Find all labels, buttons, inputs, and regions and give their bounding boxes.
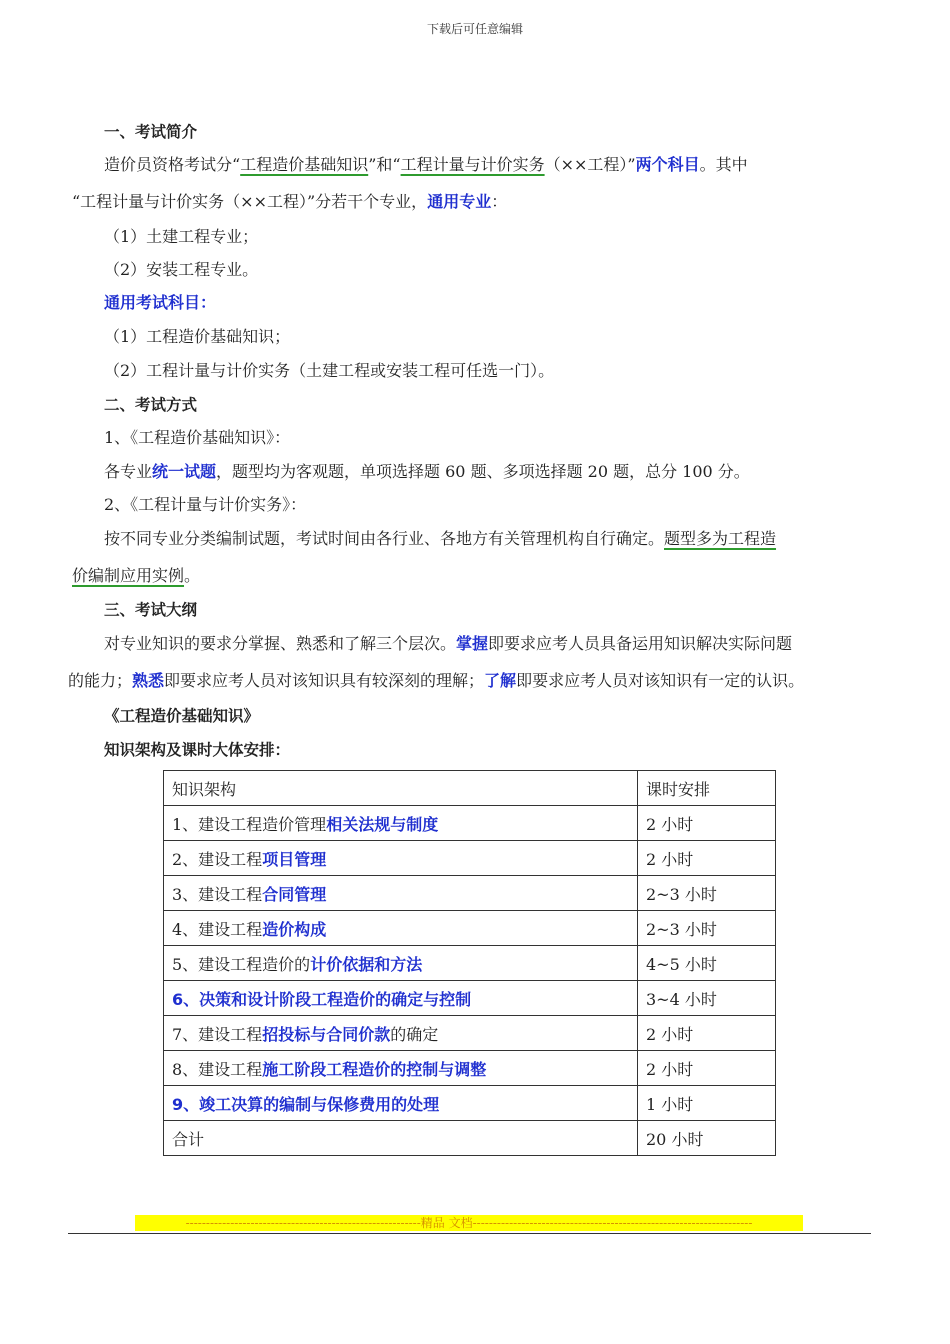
table-cell: 6、决策和设计阶段工程造价的确定与控制 [164, 981, 638, 1016]
text: ，题型均为客观题，单项选择题 60 题、多项选择题 20 题，总分 100 分。 [216, 462, 750, 481]
table-cell: 1 小时 [638, 1086, 776, 1121]
table-header-row [164, 771, 776, 806]
section-1-title: 一、考试简介 [104, 123, 198, 141]
text: （××工程）” [544, 155, 636, 174]
text: 对专业知识的要求分掌握、熟悉和了解三个层次。 [104, 634, 457, 653]
table-row [164, 946, 776, 981]
s2-line-5 [72, 566, 200, 586]
s1-line-4: （2）安装工程专业。 [104, 260, 259, 279]
s3-line-1 [104, 634, 792, 654]
table-cell: 4~5 小时 [638, 946, 776, 981]
text: 的能力； [68, 671, 133, 690]
table-cell: 2~3 小时 [638, 876, 776, 911]
table-row [164, 1051, 776, 1086]
table-row [164, 1086, 776, 1121]
footer-banner: ----------------------------------------------------------精品 文档--------------------------------------------------------------------- [135, 1215, 803, 1231]
highlight-text: 通用专业 [427, 192, 492, 211]
table-cell: 2 小时 [638, 1051, 776, 1086]
highlight-text: 两个科目 [635, 155, 700, 174]
table-cell: 5、建设工程造价的计价依据和方法 [164, 946, 638, 981]
table-row [164, 1016, 776, 1051]
text: 各专业 [104, 462, 153, 481]
underlined-text: 题型多为工程造 [664, 529, 777, 548]
section-3-title: 三、考试大纲 [104, 601, 198, 619]
s1-line-3: （1）土建工程专业； [104, 227, 259, 246]
highlight-text: 统一试题 [152, 462, 217, 481]
s1-line-5: 通用考试科目： [104, 293, 217, 312]
table-total-row [164, 1121, 776, 1156]
s1-line-6: （1）工程造价基础知识； [104, 327, 291, 346]
page-header: 下载后可任意编辑 [426, 22, 523, 36]
table-cell: 2 小时 [638, 1016, 776, 1051]
total-label-cell: 合计 [164, 1121, 638, 1156]
table-cell: 8、建设工程施工阶段工程造价的控制与调整 [164, 1051, 638, 1086]
table-cell: 1、建设工程造价管理相关法规与制度 [164, 806, 638, 841]
text: 造价员资格考试分“ [104, 155, 241, 174]
table-row [164, 981, 776, 1016]
text: 。其中 [699, 155, 748, 174]
footer-divider [68, 1233, 871, 1234]
s3-subtitle: 《工程造价基础知识》 [104, 707, 260, 725]
table-cell: 9、竣工决算的编制与保修费用的处理 [164, 1086, 638, 1121]
text: “工程计量与计价实务（××工程）”分若干个专业， [72, 192, 428, 211]
s2-line-4 [104, 529, 776, 549]
table-cell: 3、建设工程合同管理 [164, 876, 638, 911]
table-cell: 3~4 小时 [638, 981, 776, 1016]
s2-line-1: 1、《工程造价基础知识》： [104, 428, 291, 447]
curriculum-table [163, 770, 776, 1156]
header-cell-structure: 知识架构 [164, 771, 638, 806]
total-hours-cell: 20 小时 [638, 1121, 776, 1156]
s2-line-2 [104, 462, 750, 482]
highlight-text: 熟悉 [132, 671, 165, 690]
text: ： [491, 192, 508, 211]
table-cell: 4、建设工程造价构成 [164, 911, 638, 946]
header-cell-hours: 课时安排 [638, 771, 776, 806]
table-cell: 2 小时 [638, 806, 776, 841]
underlined-text: 工程计量与计价实务 [400, 155, 545, 174]
text: 。 [184, 566, 201, 585]
text: 按不同专业分类编制试题，考试时间由各行业、各地方有关管理机构自行确定。 [104, 529, 665, 548]
text: 即要求应考人员具备运用知识解决实际问题 [488, 634, 793, 653]
s2-line-3: 2、《工程计量与计价实务》： [104, 495, 307, 514]
highlight-text: 了解 [484, 671, 517, 690]
table-row [164, 806, 776, 841]
section-2-title: 二、考试方式 [104, 396, 198, 414]
s1-line-1 [104, 155, 748, 175]
text: 即要求应考人员对该知识有一定的认识。 [516, 671, 805, 690]
highlight-text: 掌握 [456, 634, 489, 653]
s1-line-7: （2）工程计量与计价实务（土建工程或安装工程可任选一门）。 [104, 361, 555, 380]
table-cell: 2~3 小时 [638, 911, 776, 946]
table-row [164, 841, 776, 876]
table-row [164, 876, 776, 911]
underlined-text: 工程造价基础知识 [240, 155, 369, 174]
table-cell: 2 小时 [638, 841, 776, 876]
s3-table-caption: 知识架构及课时大体安排： [104, 741, 291, 759]
table-cell: 2、建设工程项目管理 [164, 841, 638, 876]
table-cell: 7、建设工程招投标与合同价款的确定 [164, 1016, 638, 1051]
text: 即要求应考人员对该知识具有较深刻的理解； [164, 671, 485, 690]
s3-line-2 [68, 671, 804, 691]
table-row [164, 911, 776, 946]
underlined-text: 价编制应用实例 [72, 566, 185, 585]
text: ”和“ [368, 155, 401, 174]
s1-line-2 [72, 192, 507, 212]
